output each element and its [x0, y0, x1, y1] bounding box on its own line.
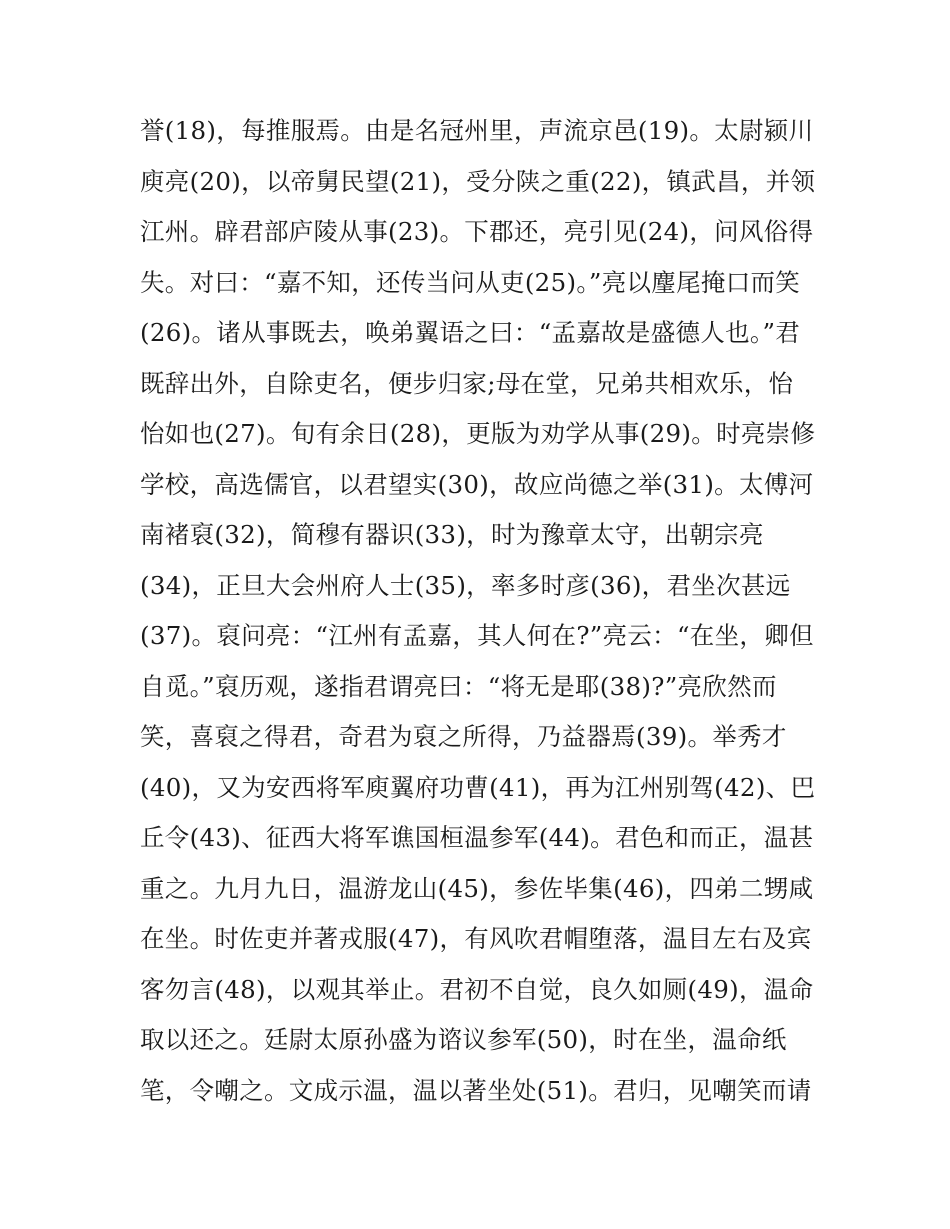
- text-line: 江州。辟君部庐陵从事(23)。下郡还，亮引见(24)，问风俗得: [140, 217, 814, 246]
- text-line: 客勿言(48)，以观其举止。君初不自觉，良久如厕(49)，温命: [140, 974, 814, 1004]
- text-line: 既辞出外，自除吏名，便步归家;母在堂，兄弟共相欢乐，怡: [140, 368, 794, 398]
- text-line: (26)。诸从事既去，唤弟翼语之曰：“孟嘉故是盛德人也。”君: [140, 318, 801, 347]
- text-line: 誉(18)，每推服焉。由是名冠州里，声流京邑(19)。太尉颍川: [140, 116, 814, 145]
- text-line: 笔，令嘲之。文成示温，温以著坐处(51)。君归，见嘲笑而请: [140, 1075, 812, 1105]
- text-line: (37)。裒问亮：“江州有孟嘉，其人何在?”亮云：“在坐，卿但: [140, 621, 814, 650]
- text-line: 丘令(43)、征西大将军谯国桓温参军(44)。君色和而正，温甚: [140, 823, 814, 852]
- text-line: 取以还之。廷尉太原孙盛为谘议参军(50)，时在坐，温命纸: [140, 1025, 787, 1054]
- text-line: 怡如也(27)。旬有余日(28)，更版为劝学从事(29)。时亮崇修: [140, 419, 816, 448]
- text-line: 自觅。”裒历观，遂指君谓亮曰：“将无是耶(38)?”亮欣然而: [140, 671, 777, 701]
- text-line: 在坐。时佐吏并著戎服(47)，有风吹君帽堕落，温目左右及宾: [140, 924, 812, 953]
- text-line: 重之。九月九日，温游龙山(45)，参佐毕集(46)，四弟二甥咸: [140, 873, 814, 903]
- body-text: [140, 106, 820, 1116]
- text-line: 失。对曰：“嘉不知，还传当问从吏(25)。”亮以麈尾掩口而笑: [140, 267, 801, 297]
- text-line: 庾亮(20)，以帝舅民望(21)，受分陕之重(22)，镇武昌，并领: [140, 166, 816, 196]
- text-line: 南褚裒(32)，简穆有器识(33)，时为豫章太守，出朝宗亮: [140, 520, 764, 549]
- text-line: (40)，又为安西将军庾翼府功曹(41)，再为江州别驾(42)、巴: [140, 772, 816, 802]
- text-line: 学校，高选儒官，以君望实(30)，故应尚德之举(31)。太傅河: [140, 469, 814, 499]
- text-line: (34)，正旦大会州府人士(35)，率多时彦(36)，君坐次甚远: [140, 570, 791, 600]
- text-line: 笑，喜裒之得君，奇君为裒之所得，乃益器焉(39)。举秀才: [140, 722, 787, 751]
